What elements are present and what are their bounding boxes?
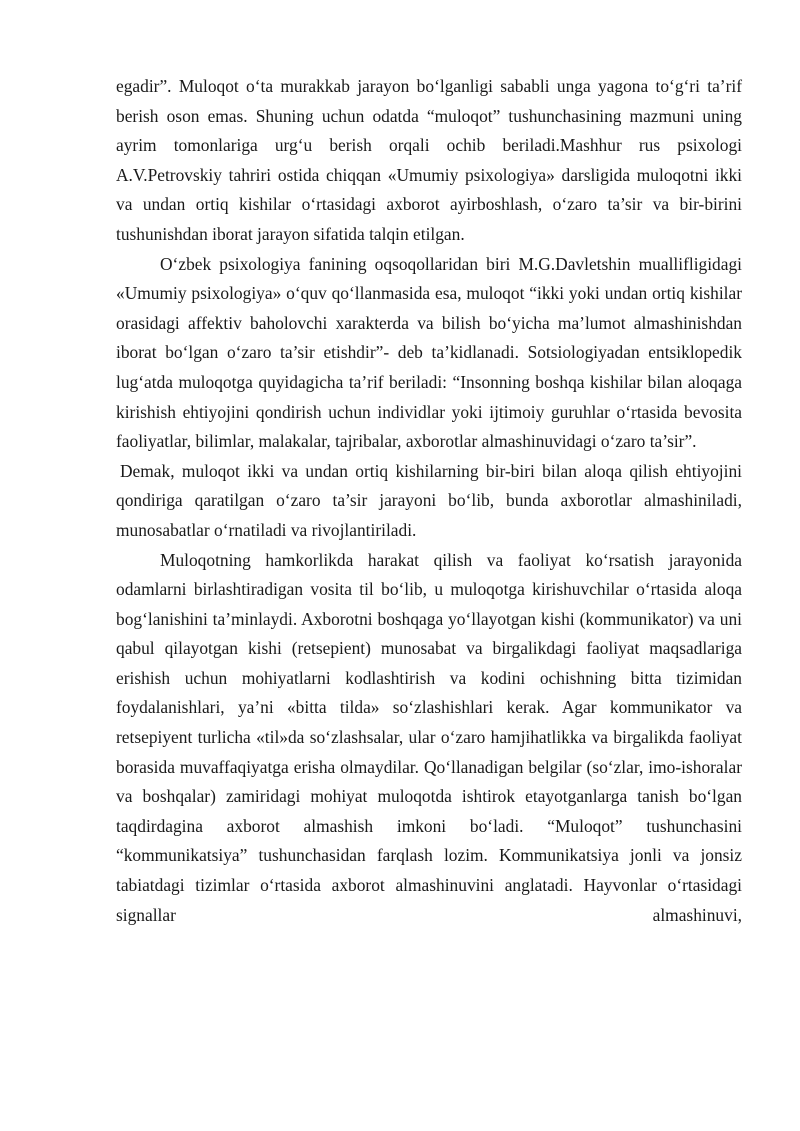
paragraph-3: Demak, muloqot ikki va undan ortiq kishilarning bir-biri bilan aloqa qilish ehtiyojini qondiriga qaratilgan o‘zaro ta’sir jarayoni bo‘lib, bunda axborotlar almashiniladi, munosabatlar o‘rnatiladi va rivojlantiriladi.: [116, 460, 742, 540]
paragraph-2: O‘zbek psixologiya fanining oqsoqollaridan biri M.G.Davletshin muallifligidagi «Umumiy psixologiya» o‘quv qo‘llanmasida esa, muloqot “ikki yoki undan ortiq kishilar orasidagi affektiv baholovchi xarakterda va bilish bo‘yicha ma’lumot almashinishdan iborat bo‘lgan o‘zaro ta’sir etishdir”- deb ta’kidlanadi. Sotsiologiyadan entsiklopedik lug‘atda muloqotga quyidagicha ta’rif beriladi: “Insonning boshqa kishilar bilan aloqaga kirishish ehtiyojini qondirish uchun individlar yoki ijtimoiy guruhlar o‘rtasida bevosita faoliyatlar, bilimlar, malakalar, tajribalar, axborotlar almashinuvidagi o‘zaro ta’sir”.: [116, 253, 742, 452]
paragraph-1: egadir”. Muloqot o‘ta murakkab jarayon bo‘lganligi sababli unga yagona to‘g‘ri ta’rif berish oson emas. Shuning uchun odatda “muloqot” tushunchasining mazmuni uning ayrim tomonlariga urg‘u berish orqali ochib beriladi.Mashhur rus psixologi A.V.Petrovskiy tahriri ostida chiqqan «Umumiy psixologiya» darsligida muloqotni ikki va undan ortiq kishilar o‘rtasidagi axborot ayirboshlash, o‘zaro ta’sir va bir-birini tushunishdan iborat jarayon sifatida talqin etilgan.: [116, 76, 742, 244]
paragraph-4: Muloqotning hamkorlikda harakat qilish va faoliyat ko‘rsatish jarayonida odamlarni birlashtiradigan vosita til bo‘lib, u muloqotga kirishuvchilar o‘rtasida aloqa bog‘lanishini ta’minlaydi. Axborotni boshqaga yo‘llayotgan kishi (kommunikator) va uni qabul qilayotgan kishi (retsepient) munosabat va birgalikdagi faoliyat maqsadlariga erishish uchun mohiyatlarni kodlashtirish va kodini ochishning bitta tizimidan foydalanishlari, ya’ni «bitta tilda» so‘zlashishlari kerak. Agar kommunikator va retsepiyent turlicha «til»da so‘zlashsalar, ular o‘zaro hamjihatlikka va birgalikda faoliyat borasida muvaffaqiyatga erisha olmaydilar. Qo‘llanadigan belgilar (so‘zlar, imo-ishoralar va boshqalar) zamiridagi mohiyat muloqotda ishtirok etayotganlarga tanish bo‘lgan taqdirdagina axborot almashish imkoni bo‘ladi. “Muloqot” tushunchasini “kommunikatsiya” tushunchasidan farqlash lozim. Kommunikatsiya jonli va jonsiz tabiatdagi tizimlar o‘rtasida axborot almashinuvini anglatadi. Hayvonlar o‘rtasidagi signallar almashinuvi,: [116, 549, 742, 925]
body-text: [116, 72, 742, 930]
